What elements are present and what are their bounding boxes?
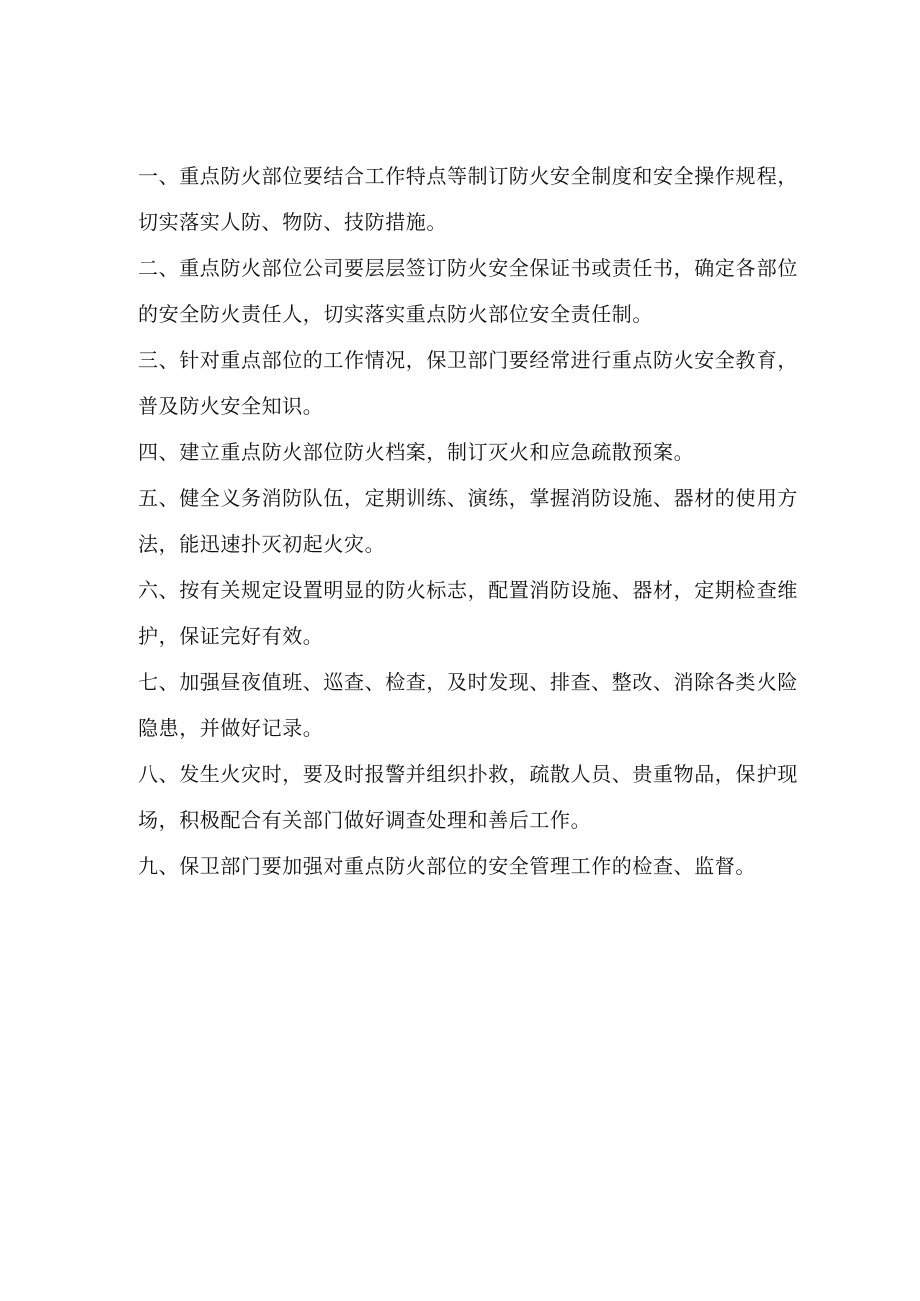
rule-item-7	[138, 670, 798, 740]
rule-text: 查维	[756, 578, 798, 602]
rule-line: 的安全防火责任人，切实落实重点防火部位安全责任制。	[138, 302, 653, 326]
rule-line	[138, 486, 798, 510]
rule-line: 四、建立重点防火部位防火档案，制订灭火和应急疏散预案。	[138, 440, 695, 464]
rule-line: 隐患，并做好记录。	[138, 716, 324, 740]
rule-line: 普及防火安全知识。	[138, 394, 324, 418]
rule-line	[138, 164, 798, 188]
rule-line: 场，积极配合有关部门做好调查处理和善后工作。	[138, 808, 592, 832]
rule-text: 二、重点防火部位公司要层层签订防火安全保证书或责任书，确定各	[138, 256, 756, 280]
rule-text: 育，	[756, 348, 798, 372]
rule-text: 三、针对重点部位的工作情况，保卫部门要经常进行重点防火安全教	[138, 348, 756, 372]
rule-item-1	[138, 164, 798, 234]
rule-item-2	[138, 256, 798, 326]
rule-line: 护，保证完好有效。	[138, 624, 324, 648]
rule-item-6	[138, 578, 798, 648]
rule-text: 火险	[756, 670, 798, 694]
rule-item-9	[138, 854, 798, 878]
rule-item-5	[138, 486, 798, 556]
rule-item-4	[138, 440, 798, 464]
rule-text: 程，	[756, 164, 798, 188]
rule-line	[138, 348, 798, 372]
rule-text: 一、重点防火部位要结合工作特点等制订防火安全制度和安全操作规	[138, 164, 756, 188]
rule-text: 六、按有关规定设置明显的防火标志，配置消防设施、器材，定期检	[138, 578, 756, 602]
rule-item-8	[138, 762, 798, 832]
rule-text: 护现	[756, 762, 798, 786]
rule-line	[138, 762, 798, 786]
rule-text: 八、发生火灾时，要及时报警并组织扑救，疏散人员、贵重物品，保	[138, 762, 756, 786]
rule-text: 用方	[756, 486, 798, 510]
rule-line	[138, 578, 798, 602]
rule-line: 切实落实人防、物防、技防措施。	[138, 210, 447, 234]
document-body	[138, 164, 798, 900]
rule-line: 法，能迅速扑灭初起火灾。	[138, 532, 386, 556]
rule-text: 七、加强昼夜值班、巡查、检查，及时发现、排查、整改、消除各类	[138, 670, 756, 694]
rule-line: 九、保卫部门要加强对重点防火部位的安全管理工作的检查、监督。	[138, 854, 756, 878]
rule-text: 五、健全义务消防队伍，定期训练、演练，掌握消防设施、器材的使	[138, 486, 756, 510]
rule-line	[138, 670, 798, 694]
rule-text: 部位	[756, 256, 798, 280]
rule-line	[138, 256, 798, 280]
rule-item-3	[138, 348, 798, 418]
